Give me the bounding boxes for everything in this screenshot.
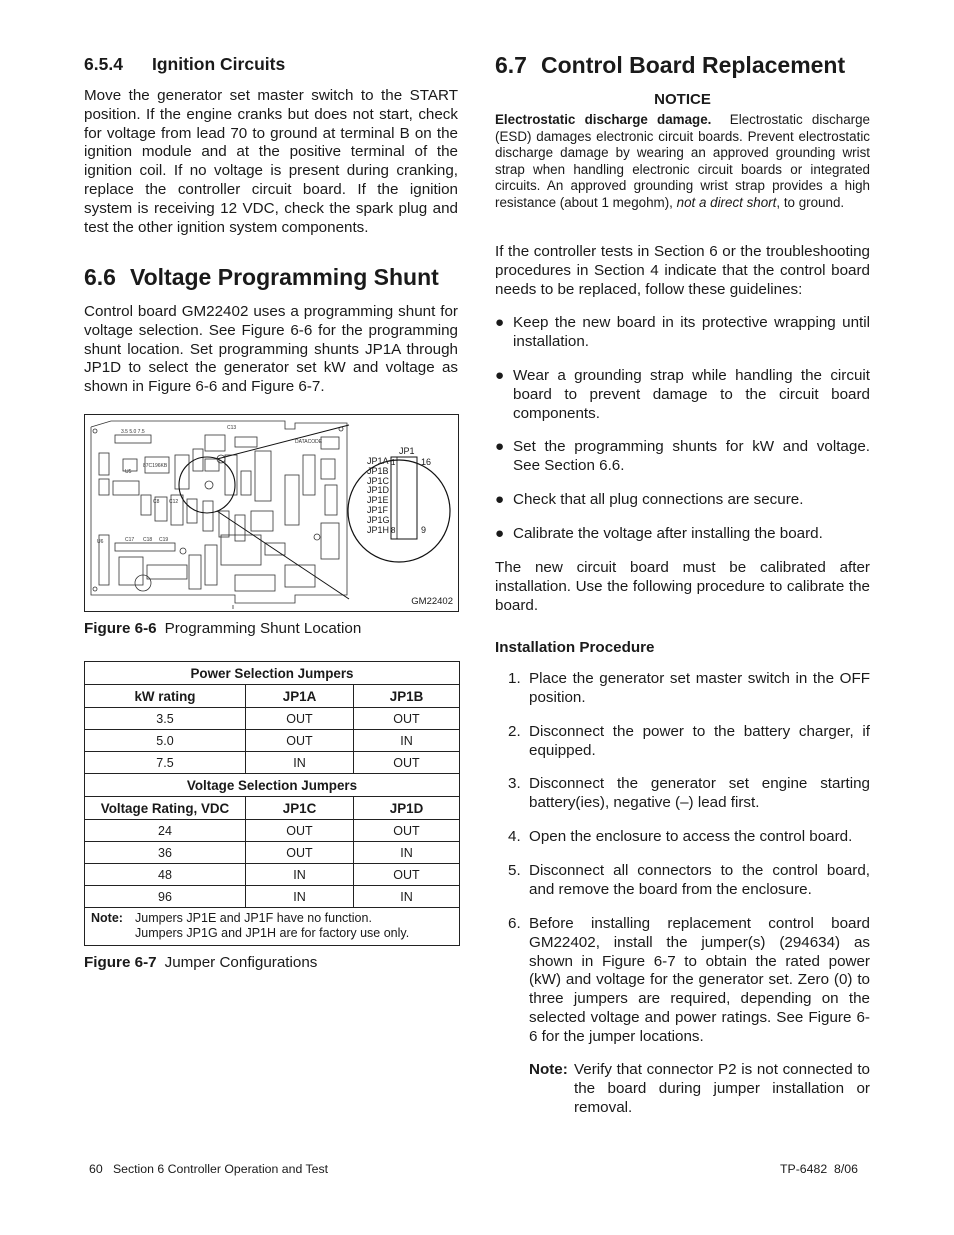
figure-6-7-caption: [84, 954, 317, 971]
figure-6-6-caption: [84, 620, 361, 637]
table-cell: 36: [85, 842, 246, 864]
svg-text:C13: C13: [227, 425, 237, 431]
figure-title: Jumper Configurations: [164, 954, 318, 971]
connector-note: [529, 1061, 870, 1117]
jp1-pin-label: JP1G: [367, 514, 390, 525]
step-number: 4.: [508, 828, 521, 845]
ignition-circuits-paragraph: Move the generator set master switch to the START position. If the engine cranks but does not start, check for voltage from lead 70 to ground at terminal B on the ignition module and at the positive terminal of the ignition coil. If no voltage is present during cranking, replace the controller circuit board. If the ignition system is receiving 12 VDC, check the spark plug and test the other ignition system components.: [84, 87, 458, 236]
notice-body: [495, 112, 870, 212]
column-header: JP1D: [354, 797, 460, 820]
notice-lead: Electrostatic discharge damage.: [495, 112, 712, 127]
table-cell: OUT: [354, 864, 460, 886]
table-cell: IN: [354, 730, 460, 752]
table-cell: IN: [354, 842, 460, 864]
bullet-icon: ●: [495, 314, 505, 331]
list-item: 6. Before installing replacement control board GM22402, install the jumper(s) (294634) as shown in Figure 6-7 to obtain the rated power (kW) and voltage for the generator set. Zero (0) to three jumpers are required, depending on the selected voltage and power ratings. See Figure 6-6 for the jumper locations.: [508, 915, 870, 1045]
column-header: Voltage Rating, VDC: [85, 797, 246, 820]
step-number: 2.: [508, 723, 521, 740]
jp1-pin-9-label: 9: [421, 525, 427, 535]
table-cell: 48: [85, 864, 246, 886]
list-item: 5. Disconnect all connectors to the control board, and remove the board from the enclosure.: [508, 862, 870, 898]
notice-title: NOTICE: [654, 91, 711, 108]
section-title: Control Board Replacement: [540, 52, 846, 78]
section-6-7-heading: [495, 52, 845, 79]
table-cell: IN: [246, 752, 354, 774]
table-cell: 5.0: [85, 730, 246, 752]
table-cell: OUT: [354, 752, 460, 774]
table-cell: 7.5: [85, 752, 246, 774]
page-footer-left: [89, 1162, 328, 1176]
notice-text: Electrostatic discharge (ESD) damages electronic circuit boards. Prevent electrostatic discharge damage by wearing an approved grounding wrist strap when handling electronic circuit boards or integrated circuits. An approved grounding wrist strap provides a high resistance (about 1 megohm),: [495, 112, 870, 210]
list-item: 1. Place the generator set master switch in the OFF position.: [508, 670, 870, 706]
table-cell: 96: [85, 886, 246, 908]
section-6-5-4-heading: [84, 54, 285, 75]
bullet-icon: ●: [495, 438, 505, 455]
table-row: [85, 886, 460, 908]
note-line-1: Jumpers JP1E and JP1F have no function.: [135, 911, 372, 925]
jumper-configurations-table: [84, 661, 460, 946]
list-item: ● Keep the new board in its protective wrapping until installation.: [495, 314, 870, 350]
list-item: ● Calibrate the voltage after installing the board.: [495, 525, 823, 542]
step-number: 5.: [508, 862, 521, 879]
calibration-paragraph: The new circuit board must be calibrated after installation. Use the following procedure to calibrate the board.: [495, 559, 870, 614]
table-row: [85, 864, 460, 886]
table-cell: IN: [354, 886, 460, 908]
svg-text:DATACODE: DATACODE: [295, 439, 323, 445]
footer-section: Section 6 Controller Operation and Test: [112, 1162, 329, 1176]
column-header: kW rating: [85, 685, 246, 708]
bullet-icon: ●: [495, 525, 505, 542]
step-number: 3.: [508, 775, 521, 792]
jp1-pin-label: JP1H: [367, 524, 390, 535]
figure-title: Programming Shunt Location: [164, 620, 362, 637]
section-6-6-heading: [84, 264, 439, 291]
list-item: 2. Disconnect the power to the battery charger, if equipped.: [508, 723, 870, 759]
table-cell: 24: [85, 820, 246, 842]
bullet-icon: ●: [495, 367, 505, 384]
figure-label: Figure 6-7: [84, 954, 157, 971]
table-cell: IN: [246, 864, 354, 886]
programming-shunt-figure: [84, 414, 459, 612]
jp1-pin-label: JP1B: [367, 465, 389, 476]
step-number: 6.: [508, 915, 521, 932]
circuit-board-drawing: [85, 415, 458, 611]
table-row: [85, 820, 460, 842]
voltage-shunt-paragraph: Control board GM22402 uses a programming shunt for voltage selection. See Figure 6-6 for the programming shunt location. Set programming shunts JP1A through JP1D to select the generator set kW and voltage as shown in Figure 6-6 and Figure 6-7.: [84, 303, 458, 396]
svg-text:U5: U5: [125, 469, 132, 475]
list-item: ● Set the programming shunts for kW and voltage. See Section 6.6.: [495, 438, 870, 474]
table-cell: OUT: [354, 820, 460, 842]
notice-italic: not a direct short: [676, 194, 777, 210]
table-cell: OUT: [354, 708, 460, 730]
svg-text:C18: C18: [143, 537, 153, 543]
list-item: ● Wear a grounding strap while handling the circuit board to prevent damage to the circuit board components.: [495, 367, 870, 422]
figure-label: Figure 6-6: [84, 620, 157, 637]
svg-text:C8: C8: [153, 499, 160, 505]
table-row: [85, 730, 460, 752]
note-label: Note:: [91, 911, 123, 925]
table-cell: OUT: [246, 708, 354, 730]
note-label: Note:: [529, 1061, 568, 1078]
jp1-pin-list: [367, 457, 390, 535]
jp1-pin-label: JP1D: [367, 485, 390, 496]
table-cell: 3.5: [85, 708, 246, 730]
svg-text:C12: C12: [169, 499, 179, 505]
jp1-pin-1-label: 1: [391, 458, 396, 467]
svg-text:C19: C19: [159, 537, 169, 543]
bullet-icon: ●: [495, 491, 505, 508]
column-header: JP1A: [246, 685, 354, 708]
column-header: JP1B: [354, 685, 460, 708]
document-date: 8/06: [834, 1162, 858, 1176]
section-number: 6.6: [84, 264, 116, 290]
section-number: 6.5.4: [84, 54, 123, 74]
jp1-pin-8-label: 8: [391, 526, 396, 535]
table-cell: OUT: [246, 820, 354, 842]
jp1-inset-title: JP1: [399, 446, 415, 456]
list-item: 4. Open the enclosure to access the control board.: [508, 828, 853, 845]
power-selection-title: Power Selection Jumpers: [85, 662, 460, 685]
list-item: ● Check that all plug connections are secure.: [495, 491, 804, 508]
table-cell: OUT: [246, 842, 354, 864]
table-cell: IN: [246, 886, 354, 908]
table-row: [85, 708, 460, 730]
page-footer-right: [780, 1162, 858, 1176]
voltage-selection-title: Voltage Selection Jumpers: [85, 774, 460, 797]
jp1-pin-label: JP1A: [367, 456, 389, 466]
table-row: [85, 842, 460, 864]
document-number: TP-6482: [780, 1162, 828, 1176]
svg-text:87C196KB: 87C196KB: [143, 463, 168, 469]
step-number: 1.: [508, 670, 521, 687]
section-title: Voltage Programming Shunt: [129, 264, 439, 290]
page-number: 60: [89, 1162, 103, 1176]
jp1-pin-label: JP1C: [367, 475, 390, 486]
section-number: 6.7: [495, 52, 527, 78]
table-note: [85, 908, 460, 946]
jp1-pin-16-label: 16: [421, 457, 432, 467]
svg-text:C17: C17: [125, 537, 135, 543]
svg-text:3.5 5.0 7.5: 3.5 5.0 7.5: [121, 429, 145, 435]
replacement-intro: If the controller tests in Section 6 or the troubleshooting procedures in Section 4 indicate that the control board needs to be replaced, follow these guidelines:: [495, 243, 870, 298]
board-id-label: GM22402: [411, 596, 453, 607]
table-row: [85, 752, 460, 774]
jp1-pin-label: JP1E: [367, 495, 389, 506]
installation-procedure-heading: Installation Procedure: [495, 639, 655, 656]
column-header: JP1C: [246, 797, 354, 820]
svg-text:U6: U6: [97, 539, 104, 545]
notice-text-end: , to ground.: [776, 194, 845, 210]
note-text: Verify that connector P2 is not connected to the board during jumper installation or removal.: [574, 1061, 870, 1116]
section-title: Ignition Circuits: [152, 54, 286, 74]
jp1-pin-label: JP1F: [367, 504, 389, 515]
list-item: 3. Disconnect the generator set engine starting battery(ies), negative (–) lead first.: [508, 775, 870, 811]
table-cell: OUT: [246, 730, 354, 752]
note-line-2: Jumpers JP1G and JP1H are for factory use only.: [135, 926, 410, 940]
